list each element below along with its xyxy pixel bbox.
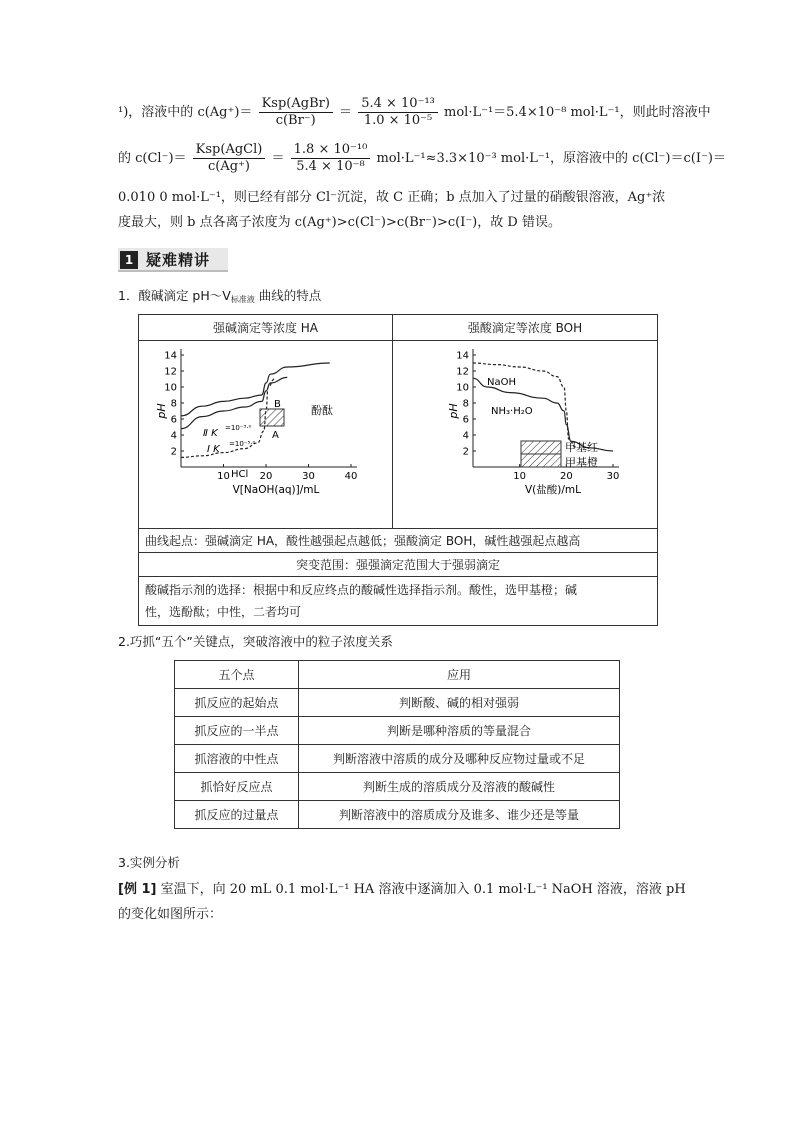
intro-text: 的 c(Cl⁻)＝ — [118, 151, 187, 166]
table-row — [175, 717, 620, 745]
fraction-ksp-agbr — [259, 96, 333, 129]
table-row — [175, 773, 620, 801]
series-label-naoh: NaOH — [487, 377, 516, 388]
fraction-denominator: 5.4 × 10⁻⁸ — [296, 159, 365, 174]
point-1-title — [118, 287, 321, 309]
fraction-numerator: Ksp(AgBr) — [259, 96, 333, 113]
intro-line-3: 0.010 0 mol·L⁻¹，则已经有部分 Cl⁻沉淀，故 C 正确；b 点加入了过量的硝酸银溶液，Ag⁺浓 — [118, 190, 666, 205]
column-header: 五个点 — [175, 661, 299, 689]
y-axis-label: pH — [447, 403, 460, 419]
table-header-row — [175, 661, 620, 689]
point-1-subscript: 标准液 — [230, 295, 255, 304]
table-cell: 判断生成的溶质成分及溶液的酸碱性 — [299, 773, 620, 801]
column-header-strong-base: 强碱滴定等浓度 HA — [139, 315, 393, 341]
chart-cell-right — [393, 341, 658, 529]
indicator-label-methyl-red: 甲基红 — [565, 441, 598, 454]
series-line — [181, 363, 330, 416]
x-tick-label: 20 — [259, 471, 273, 482]
y-tick-label: 4 — [170, 430, 177, 442]
table-cell: 抓溶液的中性点 — [175, 745, 299, 773]
fraction-numerator: 1.8 × 10⁻¹⁰ — [291, 142, 371, 159]
point-1-suffix: 曲线的特点 — [254, 288, 322, 303]
x-tick-label: 10 — [217, 471, 230, 482]
fraction-numerator: 5.4 × 10⁻¹³ — [358, 96, 438, 113]
y-tick-label: 14 — [456, 350, 469, 362]
series-label-ka-ii-exp: =10⁻³·⁰ — [225, 424, 252, 432]
y-tick-label: 4 — [462, 430, 469, 442]
series-label-ka-ii: Ⅱ K — [203, 428, 218, 439]
x-axis-label: V[NaOH(aq)]/mL — [232, 484, 320, 496]
x-tick-label: 30 — [302, 471, 315, 482]
x-axis-label: V(盐酸)/mL — [525, 484, 581, 496]
row-curve-start: 曲线起点：强碱滴定 HA，酸性越强起点越低；强酸滴定 BOH，碱性越强起点越高 — [139, 529, 658, 553]
series-label-ka-i-exp: =10⁻⁵·⁰ — [229, 440, 256, 448]
y-tick-label: 6 — [170, 414, 177, 426]
series-label-nh3h2o: NH₃·H₂O — [491, 406, 533, 417]
intro-text: mol·L⁻¹≈3.3×10⁻³ mol·L⁻¹，原溶液中的 c(Cl⁻)＝c(I⁻)＝ — [376, 151, 726, 166]
row-indicator-line-2: 性，选酚酞；中性，二者均可 — [145, 605, 302, 619]
table-row — [175, 745, 620, 773]
fraction-value-1 — [358, 96, 438, 129]
x-tick-label: 40 — [344, 471, 358, 482]
table-cell: 判断溶液中的溶质成分及谁多、谁少还是等量 — [299, 801, 620, 829]
column-header: 应用 — [299, 661, 620, 689]
intro-text: c(Ag⁺)＝ — [197, 105, 253, 120]
table-cell: 抓反应的一半点 — [175, 717, 299, 745]
y-tick-label: 6 — [462, 414, 469, 426]
y-tick-label: 8 — [170, 398, 177, 410]
table-cell: 抓反应的起始点 — [175, 689, 299, 717]
intro-line-1 — [118, 96, 711, 129]
section-number-badge: 1 — [120, 251, 138, 269]
y-tick-label: 12 — [456, 366, 469, 378]
indicator-label-methyl-orange: 甲基橙 — [565, 456, 598, 469]
table-cell: 抓反应的过量点 — [175, 801, 299, 829]
series-label-hcl: HCl — [231, 469, 249, 480]
y-axis-label: pH — [155, 403, 168, 419]
chart-cell-left — [139, 341, 393, 529]
y-tick-label: 2 — [170, 446, 177, 458]
fraction-denominator: c(Br⁻) — [275, 113, 316, 128]
example-text: 室温下，向 20 mL 0.1 mol·L⁻¹ HA 溶液中逐滴加入 0.1 mol·L⁻¹ NaOH 溶液，溶液 pH — [160, 882, 686, 897]
table-cell: 判断酸、碱的相对强弱 — [299, 689, 620, 717]
series-label-ka-i: Ⅰ K — [207, 444, 220, 455]
point-2-title: 2.巧抓“五个”关键点，突破溶液中的粒子浓度关系 — [118, 634, 393, 649]
table-cell: 判断是哪种溶质的等量混合 — [299, 717, 620, 745]
example-label: [例 1] — [118, 882, 157, 897]
fraction-denominator: c(Ag⁺) — [208, 159, 250, 174]
x-tick-label: 20 — [559, 471, 573, 482]
example-line-1 — [118, 880, 686, 900]
row-indicator-choice — [139, 577, 658, 626]
point-label-b: B — [274, 399, 281, 410]
intro-line-4: 度最大，则 b 点各离子浓度为 c(Ag⁺)>c(Cl⁻)>c(Br⁻)>c(I⁻)，故 D 错误。 — [118, 215, 561, 230]
x-tick-label: 30 — [606, 471, 620, 482]
table-row — [139, 315, 658, 341]
y-tick-label: 8 — [462, 398, 469, 410]
table-cell: 抓恰好反应点 — [175, 773, 299, 801]
y-tick-label: 14 — [164, 350, 177, 362]
intro-line-2 — [118, 142, 726, 175]
table-row — [139, 341, 658, 529]
titration-table — [138, 314, 658, 626]
five-points-table — [174, 660, 620, 829]
column-header-strong-acid: 强酸滴定等浓度 BOH — [393, 315, 658, 341]
table-row — [175, 801, 620, 829]
fraction-numerator: Ksp(AgCl) — [193, 142, 266, 159]
table-cell: 判断溶液中溶质的成分及哪种反应物过量或不足 — [299, 745, 620, 773]
fraction-denominator: 1.0 × 10⁻⁵ — [363, 113, 433, 128]
table-row — [175, 689, 620, 717]
section-title: 疑难精讲 — [146, 251, 211, 269]
point-label-a: A — [272, 430, 279, 441]
fraction-ksp-agcl — [193, 142, 266, 175]
example-line-2: 的变化如图所示： — [118, 907, 223, 922]
row-jump-range: 突变范围：强强滴定范围大于强弱滴定 — [139, 553, 658, 577]
point-1-prefix: 1．酸碱滴定 pH～V — [118, 288, 231, 303]
fraction-value-2 — [291, 142, 371, 175]
y-tick-label: 10 — [164, 382, 177, 394]
titration-chart-ha — [139, 341, 391, 525]
equals-sign: ＝ — [339, 105, 353, 120]
section-heading — [118, 248, 228, 272]
table-row — [139, 553, 658, 577]
titration-chart-boh — [393, 341, 657, 525]
y-tick-label: 2 — [462, 446, 469, 458]
table-row — [139, 577, 658, 626]
indicator-range-box — [260, 409, 284, 426]
table-row — [139, 529, 658, 553]
y-tick-label: 12 — [164, 366, 177, 378]
series-line — [473, 363, 576, 447]
indicator-label-phenolphthalein: 酚酞 — [311, 404, 333, 417]
intro-text: ¹)，溶液中的 — [118, 105, 194, 120]
row-indicator-line-1: 酸碱指示剂的选择：根据中和反应终点的酸碱性选择指示剂。酸性，选甲基橙；碱 — [145, 583, 578, 597]
point-3-title: 3.实例分析 — [118, 855, 180, 870]
intro-text: mol·L⁻¹＝5.4×10⁻⁸ mol·L⁻¹，则此时溶液中 — [444, 105, 711, 120]
x-tick-label: 10 — [513, 471, 527, 482]
y-tick-label: 10 — [456, 382, 469, 394]
equals-sign: ＝ — [271, 151, 285, 166]
